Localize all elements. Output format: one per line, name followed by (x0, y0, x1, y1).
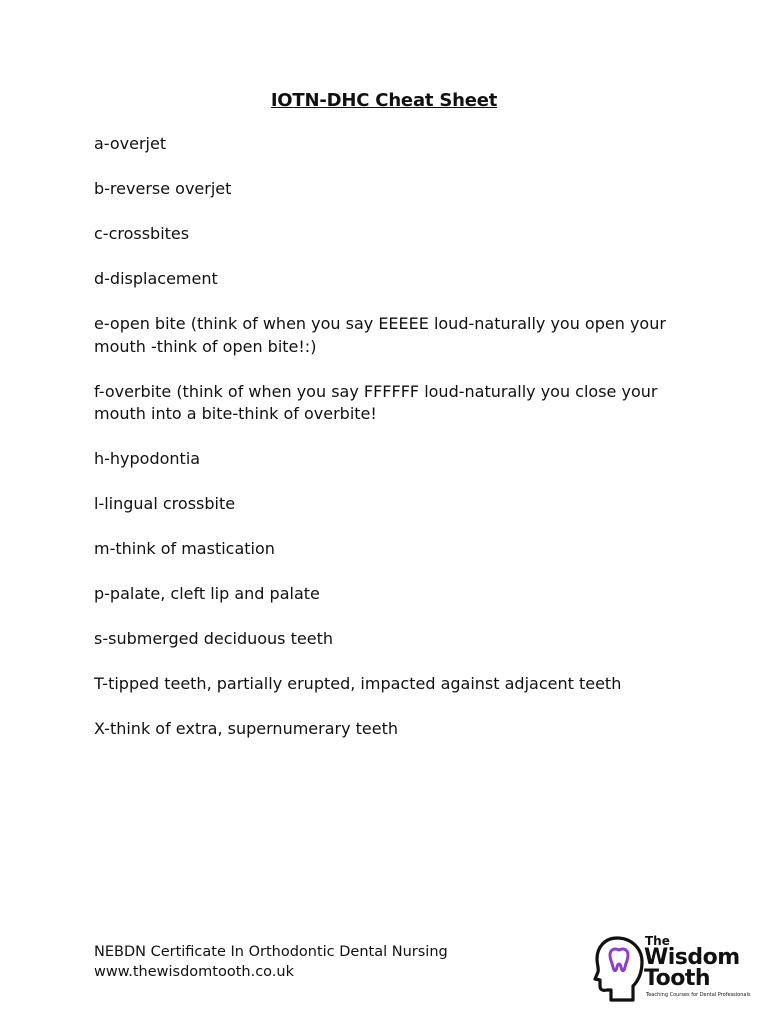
list-item: f-overbite (think of when you say FFFFFF loud-naturally you close your mouth into a bite-think of overbite! (94, 381, 658, 423)
list-item: X-think of extra, supernumerary teeth (94, 719, 399, 738)
logo-tooth-text: Tooth (644, 966, 710, 991)
wisdom-tooth-logo (593, 934, 751, 1002)
footer (94, 942, 448, 982)
logo-wisdom-text: Wisdom (644, 945, 740, 970)
list-item: a-overjet (94, 134, 167, 153)
logo-the-text: The (645, 934, 670, 948)
footer-website-link[interactable]: www.thewisdomtooth.co.uk (94, 964, 294, 980)
list-item: T-tipped teeth, partially erupted, impacted against adjacent teeth (94, 674, 622, 693)
list-item: l-lingual crossbite (94, 494, 236, 513)
list-item: m-think of mastication (94, 539, 275, 558)
list-item: c-crossbites (94, 224, 190, 243)
page-title: IOTN-DHC Cheat Sheet (270, 90, 498, 111)
list-item: e-open bite (think of when you say EEEEE loud-naturally you open your mouth -think of open bite!:) (94, 314, 666, 356)
list-item: h-hypodontia (94, 449, 201, 468)
head-tooth-icon (593, 934, 645, 1002)
list-item: s-submerged deciduous teeth (94, 629, 333, 648)
logo-tagline: Teaching Courses for Dental Professionals (646, 992, 751, 998)
list-item: d-displacement (94, 269, 218, 288)
list-item: p-palate, cleft lip and palate (94, 584, 320, 603)
list-item: b-reverse overjet (94, 179, 232, 198)
footer-course-name: NEBDN Certificate In Orthodontic Dental Nursing (94, 944, 448, 960)
entry-list (94, 133, 694, 763)
